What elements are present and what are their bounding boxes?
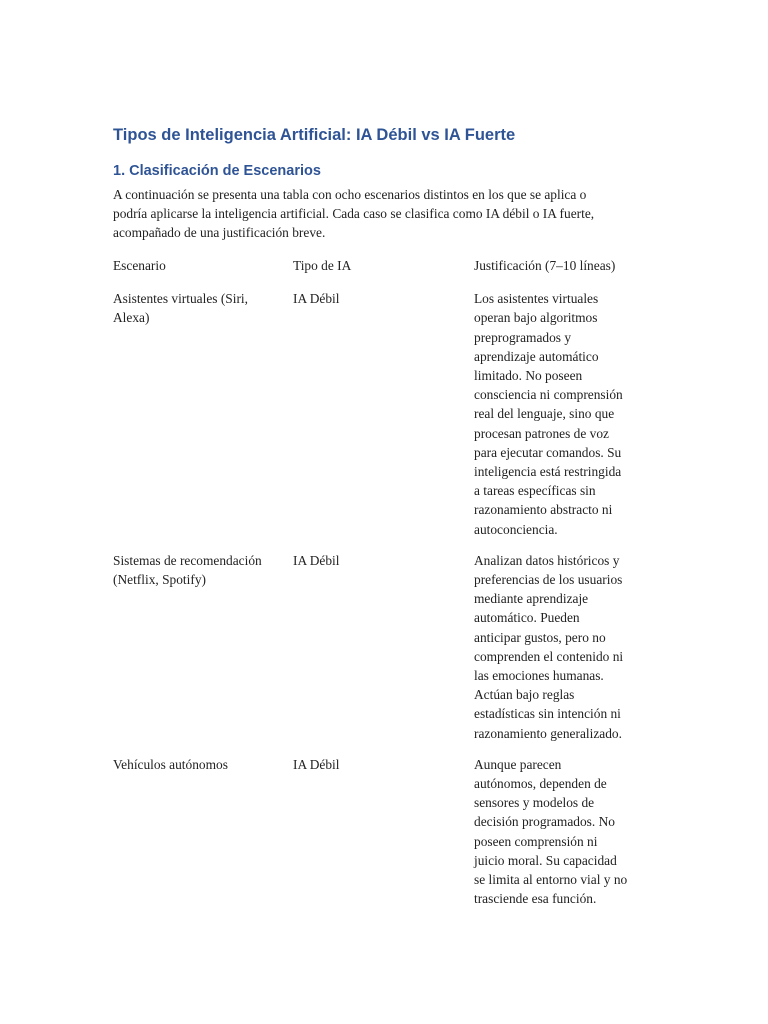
justification-line: autónomos, dependen de [474,776,607,792]
type-cell: IA Débil [293,552,340,568]
justification-line: sensores y modelos de [474,795,595,811]
type-cell: IA Débil [293,756,340,772]
scenario-cell [113,289,293,327]
scenario-cell [113,755,293,774]
justification-line: operan bajo algoritmos [474,310,598,326]
justification-line: estadísticas sin intención ni [474,706,621,722]
justification-line: decisión programados. No [474,814,615,830]
justification-line: las emociones humanas. [474,668,604,684]
justification-cell [474,551,654,743]
header-justification: Justificación (7–10 líneas) [474,258,616,273]
table-header-row [113,256,653,275]
justification-line: para ejecutar comandos. Su [474,444,622,460]
justification-line: Los asistentes virtuales [474,291,599,307]
justification-line: real del lenguaje, sino que [474,406,615,422]
justification-line: razonamiento abstracto ni [474,502,613,518]
scenario-line: Alexa) [113,310,150,326]
justification-line: se limita al entorno vial y no [474,872,628,888]
intro-line: A continuación se presenta una tabla con ocho escenarios distintos en los que se aplica o [113,187,587,202]
intro-line: podría aplicarse la inteligencia artificial. Cada caso se clasifica como IA débil o IA fuerte, [113,206,595,221]
scenario-line: Sistemas de recomendación [113,552,262,568]
justification-line: autoconciencia. [474,521,558,537]
justification-line: limitado. No poseen [474,368,583,384]
justification-line: consciencia ni comprensión [474,387,623,403]
header-type: Tipo de IA [293,258,352,273]
justification-cell [474,289,654,539]
scenario-line: Asistentes virtuales (Siri, [113,291,249,307]
justification-line: anticipar gustos, pero no [474,629,606,645]
justification-line: comprenden el contenido ni [474,648,624,664]
justification-line: Analizan datos históricos y [474,552,620,568]
header-scenario: Escenario [113,258,166,273]
justification-line: a tareas específicas sin [474,483,596,499]
table-row [113,755,653,909]
document-content [113,124,653,921]
table-row [113,289,653,539]
justification-line: automático. Pueden [474,610,580,626]
justification-line: trasciende esa función. [474,891,597,907]
justification-line: preprogramados y [474,329,572,345]
justification-line: procesan patrones de voz [474,425,609,441]
justification-line: juicio moral. Su capacidad [474,852,617,868]
scenario-line: Vehículos autónomos [113,756,228,772]
scenario-line: (Netflix, Spotify) [113,572,206,588]
justification-line: poseen comprensión ni [474,833,598,849]
section-heading: 1. Clasificación de Escenarios [113,163,321,179]
justification-line: Actúan bajo reglas [474,687,575,703]
scenario-cell [113,551,293,589]
justification-cell [474,755,654,909]
type-cell: IA Débil [293,291,340,307]
scenarios-table [113,256,653,909]
justification-line: mediante aprendizaje [474,591,589,607]
intro-paragraph [113,185,653,242]
document-title: Tipos de Inteligencia Artificial: IA Débil vs IA Fuerte [113,126,516,144]
justification-line: Aunque parecen [474,756,562,772]
justification-line: aprendizaje automático [474,348,599,364]
table-row [113,551,653,743]
justification-line: inteligencia está restringida [474,464,622,480]
justification-line: preferencias de los usuarios [474,572,623,588]
intro-line: acompañado de una justificación breve. [113,225,326,240]
justification-line: razonamiento generalizado. [474,725,622,741]
